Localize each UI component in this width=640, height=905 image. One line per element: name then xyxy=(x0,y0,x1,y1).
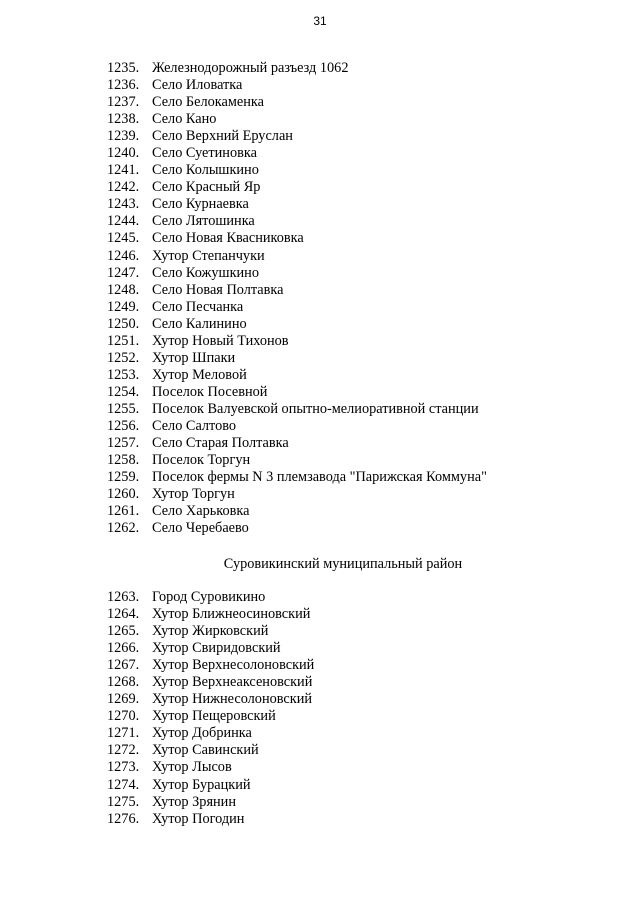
list-item xyxy=(107,674,314,691)
item-name: Село Салтово xyxy=(152,417,237,434)
list-item xyxy=(107,725,314,742)
item-number: 1272. xyxy=(107,742,140,759)
item-name: Хутор Меловой xyxy=(152,366,247,383)
list-item xyxy=(107,589,314,606)
item-name: Хутор Жирковский xyxy=(152,623,269,640)
item-number: 1256. xyxy=(107,417,140,434)
item-name: Хутор Шпаки xyxy=(152,349,236,366)
list-item xyxy=(107,367,487,384)
item-number: 1248. xyxy=(107,281,140,298)
item-name: Село Кожушкино xyxy=(152,264,259,281)
item-number: 1257. xyxy=(107,435,140,452)
list-item xyxy=(107,265,487,282)
item-name: Село Верхний Еруслан xyxy=(152,128,293,145)
item-name: Поселок фермы N 3 племзавода "Парижская Коммуна" xyxy=(152,469,487,486)
item-number: 1261. xyxy=(107,503,140,520)
item-number: 1264. xyxy=(107,606,140,623)
list-item xyxy=(107,94,487,111)
item-name: Село Черебаево xyxy=(152,520,249,537)
list-item xyxy=(107,350,487,367)
list-item xyxy=(107,640,314,657)
item-number: 1274. xyxy=(107,776,140,793)
item-number: 1244. xyxy=(107,213,140,230)
list-item xyxy=(107,759,314,776)
item-number: 1258. xyxy=(107,452,140,469)
item-name: Город Суровикино xyxy=(152,589,266,605)
item-number: 1240. xyxy=(107,145,140,162)
item-name: Хутор Бурацкий xyxy=(152,776,251,793)
item-number: 1276. xyxy=(107,810,140,827)
item-number: 1243. xyxy=(107,196,140,213)
list-item xyxy=(107,111,487,128)
item-name: Хутор Погодин xyxy=(152,810,245,827)
list-item xyxy=(107,282,487,299)
list-item xyxy=(107,384,487,401)
list-item xyxy=(107,316,487,333)
list-item xyxy=(107,452,487,469)
item-number: 1239. xyxy=(107,128,140,145)
item-number: 1268. xyxy=(107,674,140,691)
list-item xyxy=(107,418,487,435)
list-item xyxy=(107,742,314,759)
list-item xyxy=(107,469,487,486)
item-number: 1265. xyxy=(107,623,140,640)
item-name: Хутор Степанчуки xyxy=(152,247,265,264)
item-number: 1249. xyxy=(107,298,140,315)
list-item xyxy=(107,230,487,247)
list-item xyxy=(107,657,314,674)
item-name: Село Суетиновка xyxy=(152,145,257,162)
item-name: Хутор Нижнесолоновский xyxy=(152,691,313,708)
item-name: Железнодорожный разъезд 1062 xyxy=(152,60,349,76)
list-item xyxy=(107,794,314,811)
page-number: 31 xyxy=(313,14,327,28)
item-name: Село Калинино xyxy=(152,315,247,332)
list-item xyxy=(107,606,314,623)
list-item xyxy=(107,60,487,77)
list-item xyxy=(107,486,487,503)
item-number: 1271. xyxy=(107,725,140,742)
item-name: Хутор Верхнеаксеновский xyxy=(152,674,313,691)
item-number: 1255. xyxy=(107,400,140,417)
item-number: 1250. xyxy=(107,315,140,332)
item-number: 1269. xyxy=(107,691,140,708)
list-item xyxy=(107,503,487,520)
item-name: Село Белокаменка xyxy=(152,94,264,111)
item-name: Хутор Верхнесолоновский xyxy=(152,657,315,674)
item-number: 1241. xyxy=(107,162,140,179)
item-number: 1235. xyxy=(107,60,140,76)
item-number: 1238. xyxy=(107,111,140,128)
item-name: Село Новая Полтавка xyxy=(152,281,284,298)
item-number: 1246. xyxy=(107,247,140,264)
item-number: 1251. xyxy=(107,332,140,349)
list-item xyxy=(107,248,487,265)
item-number: 1245. xyxy=(107,230,140,247)
list-item xyxy=(107,77,487,94)
item-number: 1247. xyxy=(107,264,140,281)
item-number: 1266. xyxy=(107,640,140,657)
item-name: Поселок Торгун xyxy=(152,452,251,469)
item-name: Село Колышкино xyxy=(152,162,259,179)
item-number: 1262. xyxy=(107,520,140,537)
item-name: Хутор Свиридовский xyxy=(152,640,281,657)
list-item xyxy=(107,196,487,213)
list-item xyxy=(107,708,314,725)
item-name: Село Песчанка xyxy=(152,298,244,315)
list-item xyxy=(107,777,314,794)
item-name: Село Старая Полтавка xyxy=(152,435,289,452)
item-number: 1236. xyxy=(107,77,140,94)
item-name: Село Харьковка xyxy=(152,503,250,520)
list-item xyxy=(107,691,314,708)
item-name: Хутор Добринка xyxy=(152,725,252,742)
item-name: Хутор Торгун xyxy=(152,486,235,503)
item-name: Поселок Посевной xyxy=(152,383,268,400)
item-name: Село Иловатка xyxy=(152,77,243,94)
item-name: Хутор Ближнеосиновский xyxy=(152,606,311,623)
item-number: 1270. xyxy=(107,708,140,725)
item-name: Хутор Лысов xyxy=(152,759,232,776)
item-name: Хутор Савинский xyxy=(152,742,259,759)
item-number: 1263. xyxy=(107,589,140,605)
item-name: Хутор Пещеровский xyxy=(152,708,276,725)
item-name: Хутор Зрянин xyxy=(152,793,236,810)
item-number: 1273. xyxy=(107,759,140,776)
list-item xyxy=(107,128,487,145)
item-number: 1237. xyxy=(107,94,140,111)
item-name: Село Лятошинка xyxy=(152,213,255,230)
item-name: Село Курнаевка xyxy=(152,196,249,213)
item-number: 1267. xyxy=(107,657,140,674)
list-item xyxy=(107,435,487,452)
list-item xyxy=(107,299,487,316)
item-number: 1259. xyxy=(107,469,140,486)
item-name: Село Новая Квасниковка xyxy=(152,230,304,247)
list-item xyxy=(107,213,487,230)
item-number: 1260. xyxy=(107,486,140,503)
settlement-list-1 xyxy=(107,60,487,537)
list-item xyxy=(107,811,314,828)
settlement-list-2 xyxy=(107,589,314,828)
list-item xyxy=(107,333,487,350)
item-name: Хутор Новый Тихонов xyxy=(152,332,289,349)
list-item xyxy=(107,623,314,640)
item-name: Село Красный Яр xyxy=(152,179,261,196)
item-number: 1275. xyxy=(107,793,140,810)
list-item xyxy=(107,401,487,418)
list-item xyxy=(107,179,487,196)
item-number: 1253. xyxy=(107,366,140,383)
item-name: Поселок Валуевской опытно-мелиоративной станции xyxy=(152,400,479,417)
item-number: 1252. xyxy=(107,349,140,366)
list-item xyxy=(107,162,487,179)
item-name: Село Кано xyxy=(152,111,217,128)
list-item xyxy=(107,520,487,537)
item-number: 1254. xyxy=(107,383,140,400)
section-title: Суровикинский муниципальный район xyxy=(223,556,463,572)
item-number: 1242. xyxy=(107,179,140,196)
list-item xyxy=(107,145,487,162)
